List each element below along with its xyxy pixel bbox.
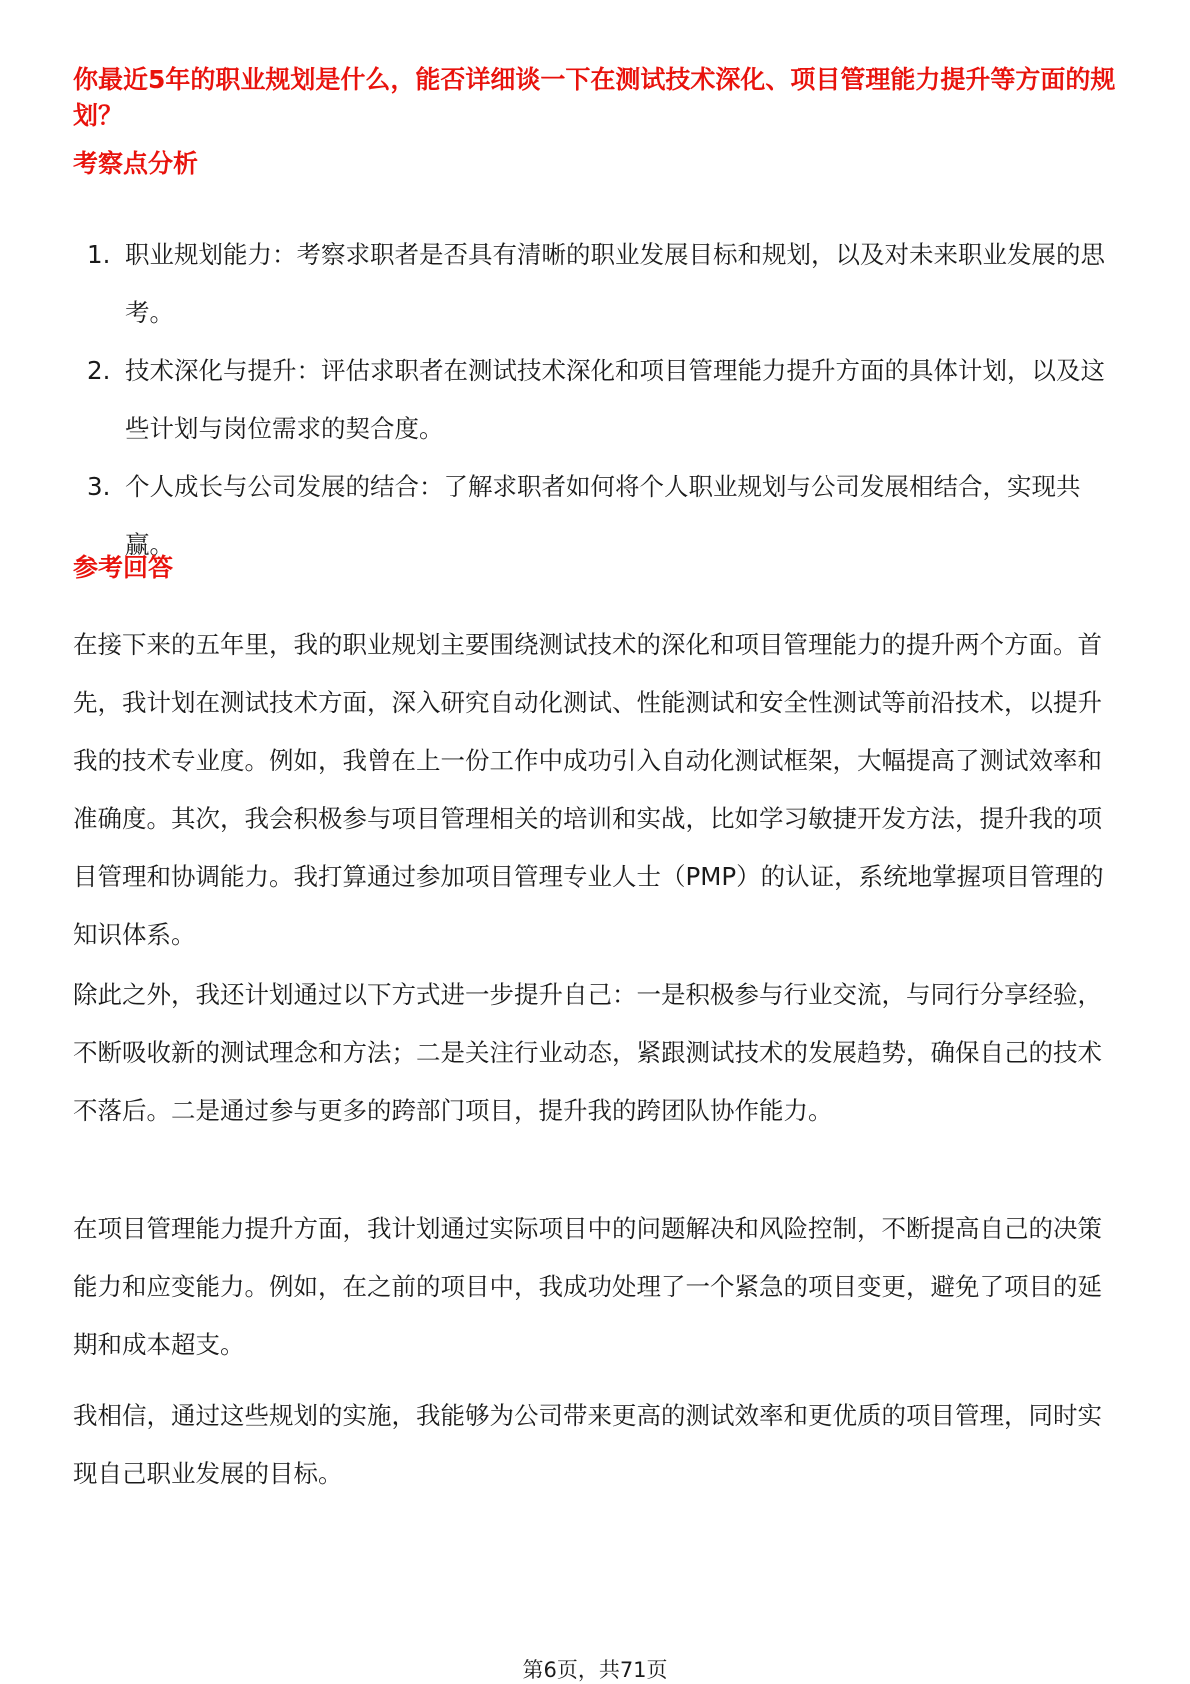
analysis-item-text: 技术深化与提升：评估求职者在测试技术深化和项目管理能力提升方面的具体计划，以及这些计划与岗位需求的契合度。 bbox=[125, 356, 1105, 443]
analysis-item bbox=[73, 342, 1123, 458]
list-number: 2. bbox=[87, 356, 111, 385]
analysis-item-text: 个人成长与公司发展的结合：了解求职者如何将个人职业规划与公司发展相结合，实现共赢。 bbox=[125, 472, 1081, 559]
question-heading: 你最近5年的职业规划是什么，能否详细谈一下在测试技术深化、项目管理能力提升等方面的规划？ bbox=[73, 65, 1116, 130]
answer-paragraph: 在接下来的五年里，我的职业规划主要围绕测试技术的深化和项目管理能力的提升两个方面。首先，我计划在测试技术方面，深入研究自动化测试、性能测试和安全性测试等前沿技术，以提升我的技术专业度。例如，我曾在上一份工作中成功引入自动化测试框架，大幅提高了测试效率和准确度。其次，我会积极参与项目管理相关的培训和实战，比如学习敏捷开发方法，提升我的项目管理和协调能力。我打算通过参加项目管理专业人士（PMP）的认证，系统地掌握项目管理的知识体系。 bbox=[73, 630, 1104, 949]
answer-paragraph: 我相信，通过这些规划的实施，我能够为公司带来更高的测试效率和更优质的项目管理，同时实现自己职业发展的目标。 bbox=[73, 1401, 1102, 1488]
page-footer: 第6页，共71页 bbox=[522, 1658, 668, 1682]
analysis-item bbox=[73, 226, 1123, 342]
analysis-title: 考察点分析 bbox=[73, 149, 199, 178]
answer-title: 参考回答 bbox=[73, 553, 174, 582]
analysis-list bbox=[73, 226, 1123, 574]
analysis-item-text: 职业规划能力：考察求职者是否具有清晰的职业发展目标和规划，以及对未来职业发展的思考。 bbox=[125, 240, 1105, 327]
list-number: 1. bbox=[87, 240, 111, 269]
list-number: 3. bbox=[87, 472, 111, 501]
analysis-item bbox=[73, 458, 1123, 574]
answer-paragraph: 在项目管理能力提升方面，我计划通过实际项目中的问题解决和风险控制，不断提高自己的决策能力和应变能力。例如，在之前的项目中，我成功处理了一个紧急的项目变更，避免了项目的延期和成本超支。 bbox=[73, 1214, 1102, 1359]
answer-paragraph: 除此之外，我还计划通过以下方式进一步提升自己：一是积极参与行业交流，与同行分享经验，不断吸收新的测试理念和方法；二是关注行业动态，紧跟测试技术的发展趋势，确保自己的技术不落后。二是通过参与更多的跨部门项目，提升我的跨团队协作能力。 bbox=[73, 980, 1102, 1125]
